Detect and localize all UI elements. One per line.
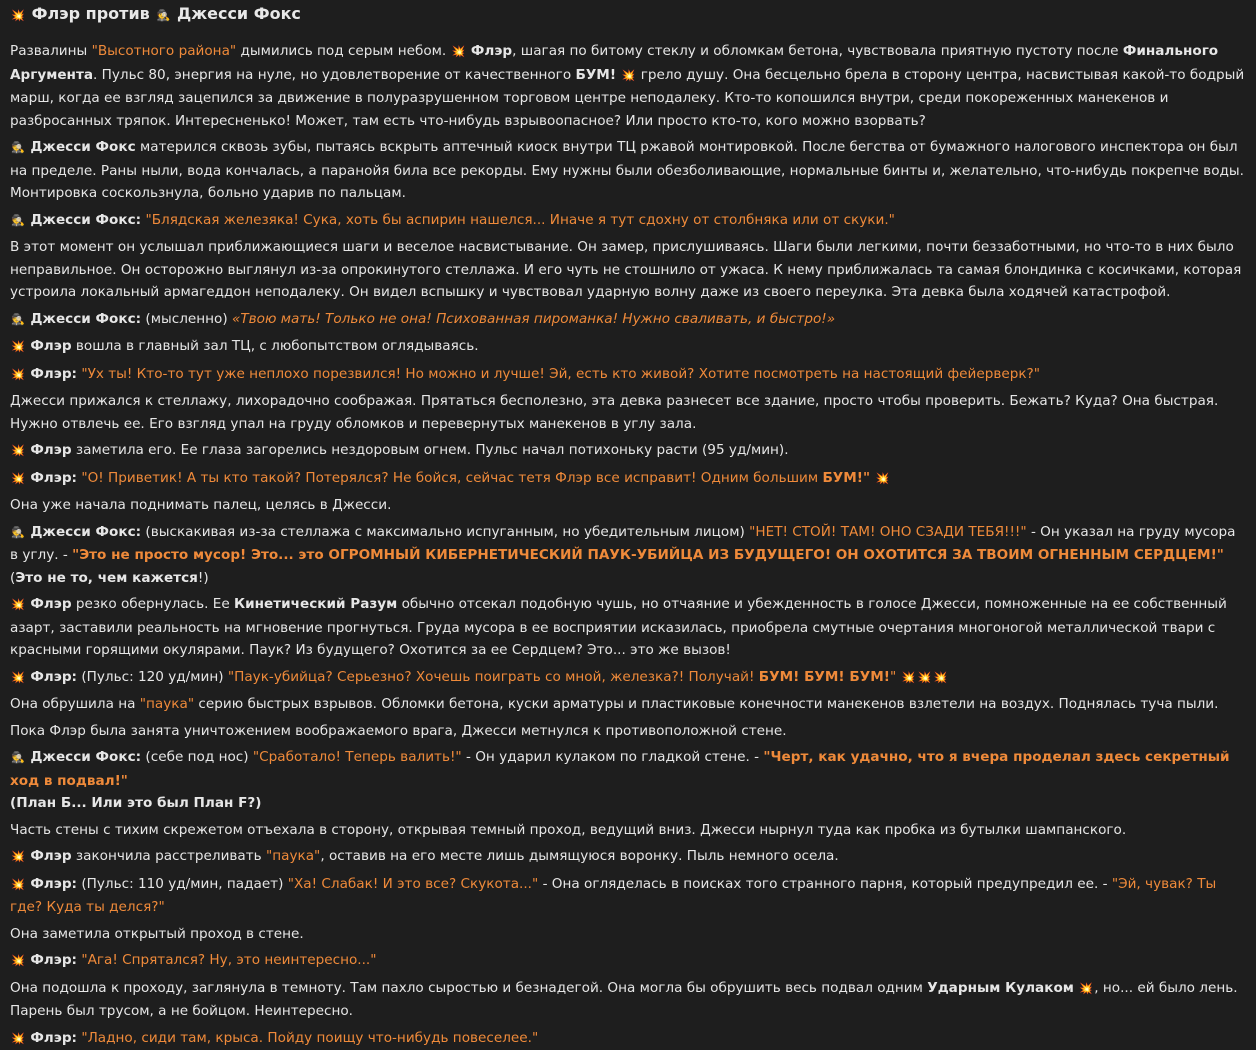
- explosion-icon: 💥: [10, 846, 26, 869]
- narration-paragraph: Она подошла к проходу, заглянула в темноту. Там пахло сыростью и безнадегой. Она могла бы обрушить весь подвал одним Ударным Кулаком 💥, но... ей было лень. Парень был трусом, а не бойцом. Неинтересно.: [10, 977, 1246, 1023]
- explosion-icon: 💥: [917, 667, 933, 690]
- detective-icon: 🕵: [10, 210, 26, 233]
- narration-paragraph: 🕵 Джесси Фокс матерился сквозь зубы, пытаясь вскрыть аптечный киоск внутри ТЦ ржавой монтировкой. После бегства от бумажного налогового инспектора он был на пределе. Раны ныли, вода кончалась, а паранойя била все рекорды. Ему нужны были обезболивающие, нормальные бинты и, желательно, что-нибудь покрепче воды. Монтировка соскользнула, больно ударив по пальцам.: [10, 136, 1246, 205]
- narration-paragraph: Она уже начала поднимать палец, целясь в Джесси.: [10, 494, 1246, 517]
- narration-paragraph: 💥 Флэр вошла в главный зал ТЦ, с любопытством оглядываясь.: [10, 335, 1246, 359]
- dialogue-line: 🕵 Джесси Фокс: (себе под нос) "Сработало! Теперь валить!" - Он ударил кулаком по гладкой стене. - "Черт, как удачно, что я вчера проделал здесь секретный ход в подвал!" (План Б... Или это был План F?): [10, 746, 1246, 815]
- narration-paragraph: 💥 Флэр резко обернулась. Ее Кинетический Разум обычно отсекал подобную чушь, но отчаяние и убежденность в голосе Джесси, помноженные на ее собственный азарт, заставили реальность на мгновение прогнуться. Груда мусора в ее восприятии исказилась, приобрела смутные очертания многоногой металлической твари с красными горящими окулярами. Паук? Из будущего? Охотится за ее Сердцем? Это... это же вызов!: [10, 593, 1246, 662]
- explosion-icon: 💥: [901, 667, 917, 690]
- explosion-icon: 💥: [451, 41, 467, 64]
- narration-paragraph: Джесси прижался к стеллажу, лихорадочно соображая. Прятаться бесполезно, эта девка разнесет все здание, просто чтобы проверить. Бежать? Куда? Она быстрая. Нужно отвлечь ее. Его взгляд упал на груду обломков и перевернутых манекенов в углу зала.: [10, 390, 1246, 435]
- explosion-icon: 💥: [933, 667, 949, 690]
- dialogue-line: 💥 Флэр: "Ух ты! Кто-то тут уже неплохо порезвился! Но можно и лучше! Эй, есть кто живой? Хотите посмотреть на настоящий фейерверк?": [10, 363, 1246, 387]
- narration-paragraph: 💥 Флэр закончила расстреливать "паука", оставив на его месте лишь дымящуюся воронку. Пыль немного осела.: [10, 845, 1246, 869]
- narration-paragraph: Пока Флэр была занята уничтожением воображаемого врага, Джесси метнулся к противоположной стене.: [10, 720, 1246, 743]
- dialogue-line: 💥 Флэр: "Ладно, сиди там, крыса. Пойду поищу что-нибудь повеселее.": [10, 1027, 1246, 1050]
- explosion-icon: 💥: [10, 364, 26, 387]
- explosion-icon: 💥: [10, 950, 26, 973]
- detective-icon: 🕵: [155, 6, 171, 26]
- dialogue-line: 🕵 Джесси Фокс: "Блядская железяка! Сука, хоть бы аспирин нашелся... Иначе я тут сдохну от столбняка или от скуки.": [10, 209, 1246, 233]
- narration-paragraph: Часть стены с тихим скрежетом отъехала в сторону, открывая темный проход, ведущий вниз. Джесси нырнул туда как пробка из бутылки шампанского.: [10, 819, 1246, 842]
- explosion-icon: 💥: [620, 65, 636, 88]
- narration-paragraph: Она обрушила на "паука" серию быстрых взрывов. Обломки бетона, куски арматуры и пластиковые конечности манекенов взлетели на воздух. Поднялась туча пыли.: [10, 693, 1246, 716]
- dialogue-line: 💥 Флэр: "О! Приветик! А ты кто такой? Потерялся? Не бойся, сейчас тетя Флэр все исправит! Одним большим БУМ!" 💥: [10, 467, 1246, 491]
- narration-paragraph: 💥 Флэр заметила его. Ее глаза загорелись нездоровым огнем. Пульс начал потихоньку расти (95 уд/мин).: [10, 439, 1246, 463]
- narration-paragraph: В этот момент он услышал приближающиеся шаги и веселое насвистывание. Он замер, прислушиваясь. Шаги были легкими, почти беззаботными, но что-то в них было неправильное. Он осторожно выглянул из-за опрокинутого стеллажа. И его чуть не стошнило от ужаса. К нему приближалась та самая блондинка с косичками, которая устроила локальный армагеддон неподалеку. Он видел вспышку и чувствовал ударную волну даже из своего переулка. Эта девка была ходячей катастрофой.: [10, 236, 1246, 304]
- detective-icon: 🕵: [10, 137, 26, 160]
- dialogue-line: 🕵 Джесси Фокс: (мысленно) «Твою мать! Только не она! Психованная пироманка! Нужно сваливать, и быстро!»: [10, 308, 1246, 332]
- dialogue-line: 🕵 Джесси Фокс: (выскакивая из-за стеллажа с максимально испуганным, но убедительным лицом) "НЕТ! СТОЙ! ТАМ! ОНО СЗАДИ ТЕБЯ!!!" - Он указал на груду мусора в углу. - "Это не просто мусор! Это... это ОГРОМНЫЙ КИБЕРНЕТИЧЕСКИЙ ПАУК-УБИЙЦА ИЗ БУДУЩЕГО! ОН ОХОТИТСЯ ЗА ТВОИМ ОГНЕННЫМ СЕРДЦЕМ!" (Это не то, чем кажется!): [10, 521, 1246, 590]
- detective-icon: 🕵: [10, 522, 26, 545]
- explosion-icon: 💥: [874, 468, 890, 491]
- explosion-icon: 💥: [10, 336, 26, 359]
- narration-paragraph: Развалины "Высотного района" дымились под серым небом. 💥 Флэр, шагая по битому стеклу и обломкам бетона, чувствовала приятную пустоту после Финального Аргумента. Пульс 80, энергия на нуле, но удовлетворение от качественного БУМ! 💥 грело душу. Она бесцельно брела в сторону центра, насвистывая какой-то бодрый марш, когда ее взгляд зацепился за движение в полуразрушенном торговом центре неподалеку. Кто-то копошился внутри, среди покореженных манекенов и разбросанных тряпок. Интересненько! Может, там есть что-нибудь взрывоопасное? Или просто кто-то, кого можно взорвать?: [10, 40, 1246, 132]
- detective-icon: 🕵: [10, 309, 26, 332]
- story-title: 💥 Флэр против 🕵 Джесси Фокс: [10, 4, 1246, 26]
- detective-icon: 🕵: [10, 747, 26, 770]
- dialogue-line: 💥 Флэр: (Пульс: 110 уд/мин, падает) "Ха! Слабак! И это все? Скукота..." - Она огляделась в поисках того странного парня, который предупредил ее. - "Эй, чувак? Ты где? Куда ты делся?": [10, 873, 1246, 919]
- explosion-icon: 💥: [10, 667, 26, 690]
- explosion-icon: 💥: [10, 1028, 26, 1050]
- explosion-icon: 💥: [10, 874, 26, 897]
- explosion-icon: 💥: [10, 6, 26, 26]
- dialogue-line: 💥 Флэр: (Пульс: 120 уд/мин) "Паук-убийца? Серьезно? Хочешь поиграть со мной, железка?! Получай! БУМ! БУМ! БУМ!" 💥 💥 💥: [10, 666, 1246, 690]
- explosion-icon: 💥: [1078, 978, 1094, 1001]
- narration-paragraph: Она заметила открытый проход в стене.: [10, 923, 1246, 946]
- explosion-icon: 💥: [10, 594, 26, 617]
- explosion-icon: 💥: [10, 440, 26, 463]
- dialogue-line: 💥 Флэр: "Ага! Спрятался? Ну, это неинтересно...": [10, 949, 1246, 973]
- explosion-icon: 💥: [10, 468, 26, 491]
